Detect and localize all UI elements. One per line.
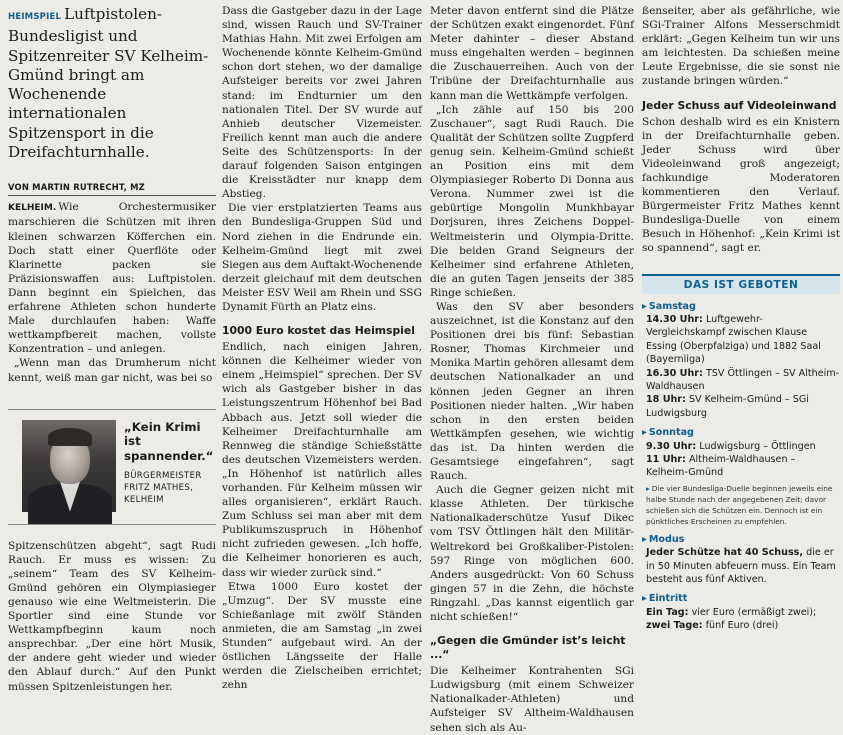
eintritt-text: Ein Tag: vier Euro (ermäßigt zwei); zwei Tage: fünf Euro (drei) — [646, 606, 817, 632]
paragraph: „Ich zähle auf 150 bis 200 Zuschauer“, sagt Rudi Rauch. Die Qualität der Schützen sollte Zugpferd genug sein. Kelheim-Gmünd schießt an Position eins mit dem Olympiasieger Roberto Di Donna aus Verona. Nummer zwei ist die gebürtige Mongolin Munkhbayar Dorjsuren, ihres Zeichens Doppel-Weltmeisterin und Olympia-Dritte. Die beiden Grand Seigneurs der Kelheimer sind erfahrene Athleten, die an guten Tagen jenseits der 385 Ringe schießen. — [430, 103, 634, 299]
paragraph: Endlich, nach einigen Jahren, können die Kelheimer wieder von einem „Heimspiel“ sprechen. Der SV wich als Gastgeber bisher in das Leistungszentrum Höhenhof bei Bad Abbach aus. Jetzt soll wieder die Kelheimer Dreifachturnhalle am Rennweg die ständige Schießstätte des deutschen Vizemeisters werden. „In Höhenhof ist natürlich alles vorhanden. Für Kelheim müssen wir alles organisieren“, erklärt Rauch. Zum Schluss sei man aber mit dem Publikumszuspruch in Höhenhof nicht zufrieden gewesen. „Ich hoffe, die Kelheimer honorieren es auch, dass wir wieder zurück sind.“ — [222, 341, 422, 579]
lead-paragraph: KELHEIM. Wie Orchestermusiker marschieren die Schützen mit ihren kleinen schwarzen Köfferchen ein. Doch statt einer Querflöte oder Klarinette packen sie Präzisionswaffen aus: Luftpistolen. Dann beginnt ein Spielchen, das erfahrene Athleten schon hunderte Male durchlaufen haben: Waffe wettkampfbereit machen, vollste Konzentration – und anlegen. — [8, 201, 216, 356]
paragraph: Spitzenschützen abgeht“, sagt Rudi Rauch. Er muss es wissen: Zu „seinem“ Team des SV Kelheim-Gmünd gehören ein Olympiasieger genauso wie eine Weltmeisterin. Die Sportler sind eine Stunde vor Wettkampfbeginn kaum noch ansprechbar. „Der eine hört Musik, der andere geht wieder und wieder den Ablauf durch.“ Auf den Punkt müssen Spitzenleistungen her. — [8, 539, 216, 693]
triangle-arrow-icon: ▸ — [642, 427, 647, 439]
schedule-entry: 16.30 Uhr: TSV Öttlingen – SV Altheim-Waldhausen — [646, 367, 840, 392]
paragraph: Dass die Gastgeber dazu in der Lage sind, wissen Rauch und SV-Trainer Mathias Hahn. Mit zwei Erfolgen am Wochenende könnte Kelheim-Gmünd schon dort stehen, wo der damalige Aufsteiger bereits vor zwei Jahren stand: im Endturnier um den nationalen Titel. Der SV wurde auf Anhieb deutscher Vizemeister. Freilich kennt man auch die andere Seite des Schützensports: In der darauf folgenden Saison entgingen die Kreisstädter nur knapp dem Abstieg. — [222, 5, 422, 201]
column-1 — [8, 4, 216, 694]
infobox-section-eintritt: ▸ Eintritt — [642, 593, 688, 605]
modus-text: Jeder Schütze hat 40 Schuss, die er in 50 Minuten abfeuern muss. Ein Team besteht aus fünf Aktiven. — [646, 547, 836, 585]
triangle-arrow-icon: ▸ — [642, 300, 647, 312]
paragraph: Schon deshalb wird es ein Knistern in der Dreifachturnhalle geben. Jeder Schuss wird über Videoleinwand groß angezeigt; fachkundige Moderatoren kommentieren den Verlauf. Bürgermeister Fritz Mathes kennt Bundesliga-Duelle von einem Besuch in Höhenhof: „Kein Krimi ist so spannend“, sagt er. — [642, 115, 840, 255]
article-kicker: HEIMSPIEL — [8, 12, 62, 22]
quote-text-block — [124, 420, 216, 514]
column-2 — [222, 4, 422, 692]
paragraph: Was den SV aber besonders auszeichnet, ist die Konstanz auf den Positionen drei bis fünf: Sebastian Rosner, Thomas Kirchmeier und Monika Martin gehören allesamt dem deutschen Nationalkader an und können jeden Gegner an ihren Positionen nieder halten. „Wir haben schon in den ersten beiden Wettkämpfen gesehen, wie wichtig das ist. Da hinten werden die Gesamtsiege eingefahren“, sagt Rauch. — [430, 300, 634, 483]
triangle-arrow-icon: ▸ — [642, 593, 647, 605]
paragraph: „Wenn man das Drumherum nicht kennt, weiß man gar nicht, was bei so — [8, 357, 216, 384]
column-4 — [642, 4, 840, 633]
paragraph: Etwa 1000 Euro kostet der „Umzug“. Der SV musste eine Schießanlage mit zwölf Ständen anmieten, die am Samstag „in zwei Stunden“ aufgebaut wird. An der östlichen Längsseite der Halle werden die Zielscheiben errichtet; zehn — [222, 580, 422, 692]
triangle-arrow-icon: ▸ — [646, 483, 650, 493]
schedule-entry: 11 Uhr: Altheim-Waldhausen – Kelheim-Gmünd — [646, 453, 796, 479]
infobox — [642, 300, 840, 633]
subheading: „Gegen die Gmünder ist’s leicht ...“ — [430, 634, 626, 662]
paragraph: Die Kelheimer Kontrahenten SGi Ludwigsburg (mit einem Schweizer Nationalkader-Athleten) und Aufsteiger SV Altheim-Waldhausen sehen sich als Au- — [430, 665, 634, 734]
paragraph: Die vier erstplatzierten Teams aus den Bundesliga-Gruppen Süd und Nord ziehen in die Endrunde ein. Kelheim-Gmünd liegt mit zwei Siegen aus dem Auftakt-Wochenende derzeit gleichauf mit dem deutschen Meister ESV Weil am Rhein und SSG Dynamit Fürth an Platz eins. — [222, 202, 422, 313]
schedule-entry: 9.30 Uhr: Ludwigsburg – Öttlingen — [646, 440, 816, 452]
subheading: 1000 Euro kostet das Heimspiel — [222, 324, 415, 338]
paragraph: Meter davon entfernt sind die Plätze der Schützen exakt eingenordet. Fünf Meter dahinter – dieser Abstand muss eingehalten werden – beginnen die Zuschauerreihen. Auch von der Tribüne der Dreifachturnhalle aus kann man die Wettkämpfe verfolgen. — [430, 5, 634, 102]
subheading: Jeder Schuss auf Videoleinwand — [642, 98, 837, 112]
schedule-entry: 18 Uhr: SV Kelheim-Gmünd – SGi Ludwigsburg — [646, 394, 809, 419]
article-byline: VON MARTIN RUTRECHT, MZ — [8, 182, 216, 196]
paragraph: ßenseiter, aber als gefährliche, wie SGi-Trainer Alfons Messerschmidt erklärt: „Gegen Kelheim tun wir uns am leichtesten. Da schießen meine Leute Ergebnisse, die sie sonst nie zustande bringen würden.“ — [642, 5, 840, 88]
column-3 — [430, 4, 634, 735]
infobox-section-saturday: ▸ Samstag — [642, 300, 696, 312]
triangle-arrow-icon: ▸ — [642, 533, 647, 545]
infobox-note: ▸ Die vier Bundesliga-Duelle beginnen jeweils eine halbe Stunde nach der angegebenen Zeit; davor schießen sich die Schützen ein. Dennoch ist ein pünktliches Erscheinen zu empfehlen. — [646, 483, 833, 526]
pull-quote: „Kein Krimi ist spannender.“ — [124, 419, 214, 464]
quote-attribution: BÜRGERMEISTER FRITZ MATHES, KELHEIM — [124, 470, 202, 505]
dateline: KELHEIM. — [8, 203, 57, 214]
paragraph: Auch die Gegner geizen nicht mit klasse Athleten. Der türkische Nationalkaderschütze Yusuf Dikec vom TSV Öttlingen hält den Militär-Weltrekord bei Großkaliber-Pistolen: 597 Ringe von möglichen 600. Anders ausgedrückt: Von 60 Schuss gingen 57 in die Zehn, die höchste Ringzahl. „Das kannst eigentlich gar nicht schießen!“ — [430, 484, 634, 624]
infobox-section-modus: ▸ Modus — [642, 533, 685, 545]
article-headline: HEIMSPIEL Luftpistolen-Bundesligist und Spitzenreiter SV Kelheim-Gmünd bringt am Wochenende internationalen Spitzensport in die Dreifachturnhalle. — [8, 5, 209, 162]
infobox-section-sunday: ▸ Sonntag — [642, 427, 694, 439]
schedule-entry: 14.30 Uhr: Luftgewehr-Vergleichskampf zwischen Klause Essing (Oberpfalziga) und 1882 Saal (Bayernliga) — [646, 313, 821, 366]
quote-box — [8, 409, 216, 525]
portrait-photo — [22, 420, 116, 512]
infobox-title: DAS IST GEBOTEN — [642, 274, 840, 294]
